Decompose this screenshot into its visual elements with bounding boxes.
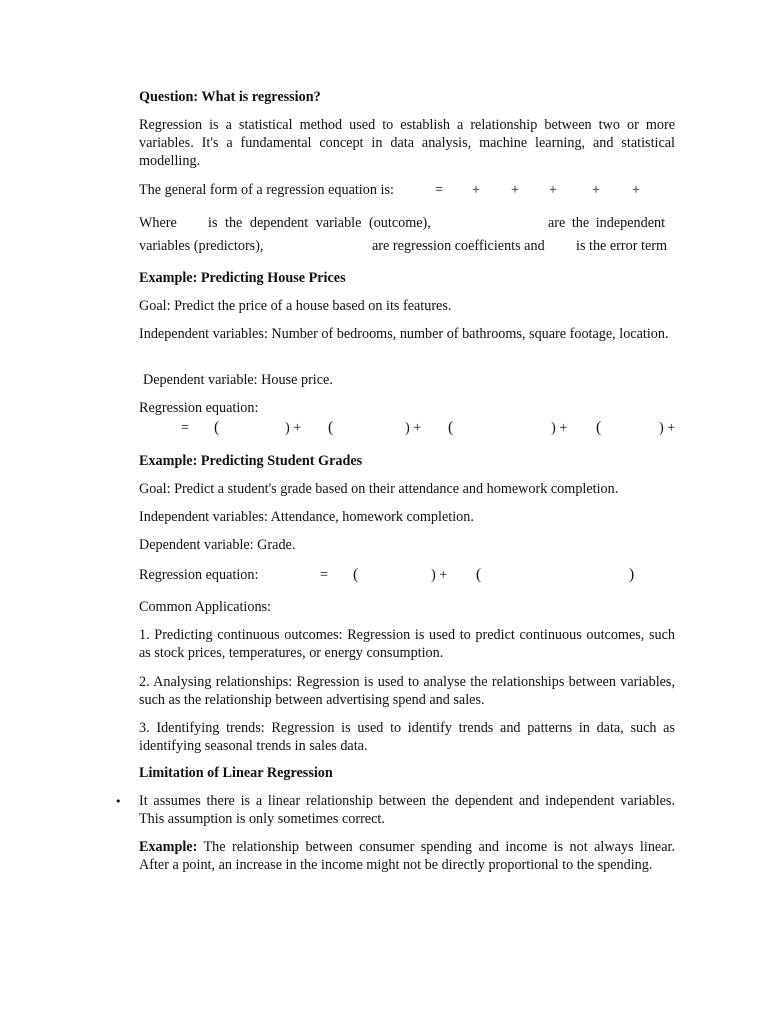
equation-symbol: ) + — [285, 420, 302, 436]
house-independent-vars: Independent variables: Number of bedrooms, number of bathrooms, square footage, location. — [139, 326, 669, 342]
house-equation-label: Regression equation: — [139, 400, 259, 416]
grades-example-heading: Example: Predicting Student Grades — [139, 453, 363, 469]
grades-independent-vars: Independent variables: Attendance, homework completion. — [139, 509, 474, 525]
question-heading: Question: What is regression? — [139, 89, 321, 105]
equation-symbol: ) + — [551, 420, 568, 436]
house-goal: Goal: Predict the price of a house based on its features. — [139, 298, 452, 314]
equation-symbol: ) + — [431, 567, 448, 583]
equation-symbol: ) + — [659, 420, 676, 436]
equation-symbol: ( — [476, 566, 482, 583]
applications-heading: Common Applications: — [139, 599, 272, 615]
equation-symbol: + — [632, 182, 641, 198]
equation-symbol: + — [511, 182, 520, 198]
limitation-bullet-text: It assumes there is a linear relationship between the dependent and independent variables. This assumption is only sometimes correct. — [139, 793, 675, 827]
grades-dependent-var: Dependent variable: Grade. — [139, 537, 296, 553]
where-independent-b: variables (predictors), — [139, 238, 264, 254]
where-error: is the error term — [576, 238, 667, 254]
equation-symbol: + — [592, 182, 601, 198]
limitation-example-label: Example: — [139, 839, 198, 855]
application-item-3: 3. Identifying trends: Regression is used to identify trends and patterns in data, such as identifying seasonal trends in sales data. — [139, 720, 675, 754]
equation-symbol: ( — [328, 419, 334, 436]
limitation-example — [139, 838, 675, 874]
equation-symbol: = — [181, 420, 190, 436]
grades-equation-label: Regression equation: — [139, 567, 259, 583]
equation-symbol: ) — [629, 566, 635, 583]
application-item-2: 2. Analysing relationships: Regression is used to analyse the relationships between variables, such as the relationship between advertising spend and sales. — [139, 674, 675, 708]
equation-symbol: ) + — [405, 420, 422, 436]
grades-goal: Goal: Predict a student's grade based on their attendance and homework completion. — [139, 481, 619, 497]
equation-symbol: = — [320, 567, 329, 583]
application-item-1: 1. Predicting continuous outcomes: Regression is used to predict continuous outcomes, such as stock prices, temperatures, or energy consumption. — [139, 627, 675, 661]
equation-symbol: ( — [596, 419, 602, 436]
where-dependent: is the dependent variable (outcome), — [208, 215, 431, 231]
equation-symbol: + — [549, 182, 558, 198]
equation-symbol: ( — [353, 566, 359, 583]
equation-symbol: + — [472, 182, 481, 198]
where-word: Where — [139, 215, 177, 231]
bullet-icon: • — [115, 795, 122, 808]
house-example-heading: Example: Predicting House Prices — [139, 270, 346, 286]
intro-paragraph: Regression is a statistical method used to establish a relationship between two or more variables. It's a fundamental concept in data analysis, machine learning, and statistical modelling. — [139, 117, 675, 169]
where-coefficients: are regression coefficients and — [372, 238, 545, 254]
limitation-heading: Limitation of Linear Regression — [139, 765, 333, 781]
equation-symbol: = — [435, 182, 444, 198]
general-form-text: The general form of a regression equation is: — [139, 182, 394, 198]
where-independent-a: are the independent — [548, 215, 666, 231]
house-dependent-var: Dependent variable: House price. — [143, 372, 333, 388]
equation-symbol: ( — [214, 419, 220, 436]
equation-symbol: ( — [448, 419, 454, 436]
limitation-example-text: The relationship between consumer spending and income is not always linear. After a point, an increase in the income might not be directly proportional to the spending. — [139, 839, 675, 873]
